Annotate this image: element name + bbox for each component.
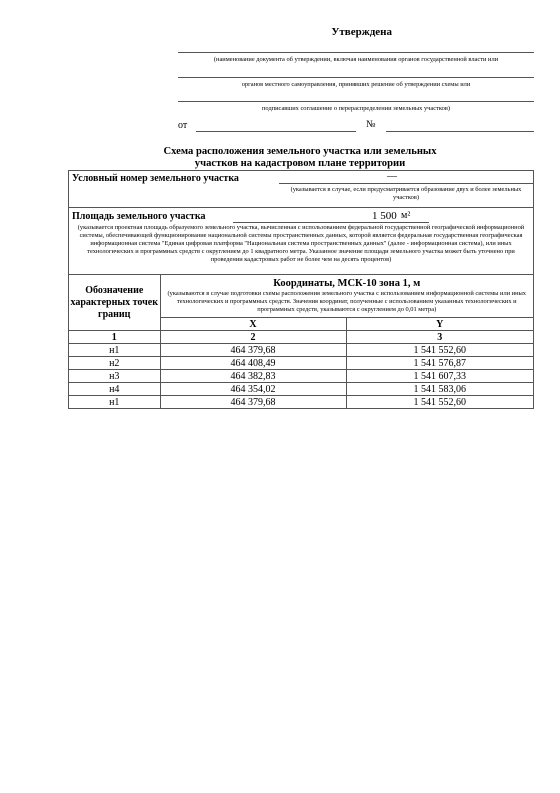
x-value: 464 408,49 — [160, 357, 346, 370]
area-value: 1 500 — [372, 210, 397, 222]
document-title — [68, 146, 532, 170]
coordinates-header — [160, 275, 533, 318]
area-field[interactable] — [233, 222, 429, 223]
y-value: 1 541 552,60 — [346, 396, 533, 409]
point-designation-header: Обозначение характерных точек границ — [69, 275, 160, 331]
column-index-1: 1 — [69, 331, 160, 344]
conditional-number-section — [69, 171, 533, 208]
column-index-3: 3 — [346, 331, 533, 344]
x-value: 464 354,02 — [160, 383, 346, 396]
x-header: X — [160, 318, 346, 331]
coordinates-table — [69, 275, 533, 408]
date-field[interactable] — [196, 131, 356, 132]
coordinates-title: Координаты, МСК-10 зона 1, м — [273, 278, 421, 289]
approval-note-1: (наименование документа об утверждении, включая наименования органов государственной власти или — [213, 56, 499, 63]
number-label: № — [366, 119, 376, 130]
area-unit: м² — [401, 210, 411, 221]
table-row — [69, 396, 533, 409]
point-name: н3 — [69, 370, 160, 383]
table-header-row — [69, 275, 533, 318]
number-field[interactable] — [386, 131, 534, 132]
title-line-1: Схема расположения земельного участка или земельных — [163, 146, 437, 157]
column-index-row — [69, 331, 533, 344]
approval-document-line[interactable] — [178, 52, 534, 53]
conditional-number-field[interactable] — [279, 183, 533, 184]
x-value: 464 379,68 — [160, 344, 346, 357]
y-value: 1 541 576,87 — [346, 357, 533, 370]
date-label: от — [178, 120, 188, 131]
point-name: н1 — [69, 344, 160, 357]
approval-authority-line[interactable] — [178, 77, 534, 78]
x-value: 464 379,68 — [160, 396, 346, 409]
point-name: н1 — [69, 396, 160, 409]
approval-note-2: органов местного самоуправления, принявших решение об утверждении схемы или — [241, 81, 471, 88]
conditional-number-value: — — [387, 171, 397, 182]
point-name: н4 — [69, 383, 160, 396]
table-row — [69, 383, 533, 396]
column-index-2: 2 — [160, 331, 346, 344]
table-row — [69, 344, 533, 357]
conditional-number-label: Условный номер земельного участка — [72, 173, 239, 184]
y-header: Y — [346, 318, 533, 331]
approval-signatory-line[interactable] — [178, 101, 534, 102]
coordinates-note: (указываются в случае подготовки схемы расположения земельного участка с использованием информационной системы или иных технологических и программных средств. Значения координат, полученные с использованием указанных технологических и программных средств, указываются с округлением до 0,01 метра) — [167, 290, 526, 313]
area-section — [69, 208, 533, 275]
area-label: Площадь земельного участка — [72, 211, 206, 222]
point-name: н2 — [69, 357, 160, 370]
y-value: 1 541 552,60 — [346, 344, 533, 357]
table-row — [69, 357, 533, 370]
title-line-2: участков на кадастровом плане территории — [194, 158, 406, 169]
scheme-form — [68, 170, 534, 409]
y-value: 1 541 607,33 — [346, 370, 533, 383]
x-value: 464 382,83 — [160, 370, 346, 383]
table-row — [69, 370, 533, 383]
area-note: (указывается проектная площадь образуемого земельного участка, вычисленная с использованием федеральной государственной географической информационной системы, обеспечивающей функционирование национальной системы пространственных данных, которой является федеральная государственная географическая информационная система "Единая цифровая платформа "Национальная система пространственных данных" (далее - информационная система), или иных технологических и программных средств с округлением до 1 квадратного метра. Указанное значение площади земельного участка может быть уточнено при проведении кадастровых работ не более чем на десять процентов) — [77, 224, 525, 263]
approved-heading: Утверждена — [331, 26, 392, 38]
y-value: 1 541 583,06 — [346, 383, 533, 396]
approval-note-3: подписавших соглашение о перераспределении земельных участков) — [262, 105, 450, 112]
conditional-number-note: (указывается в случае, если предусматривается образование двух и более земельных участков) — [290, 186, 522, 201]
